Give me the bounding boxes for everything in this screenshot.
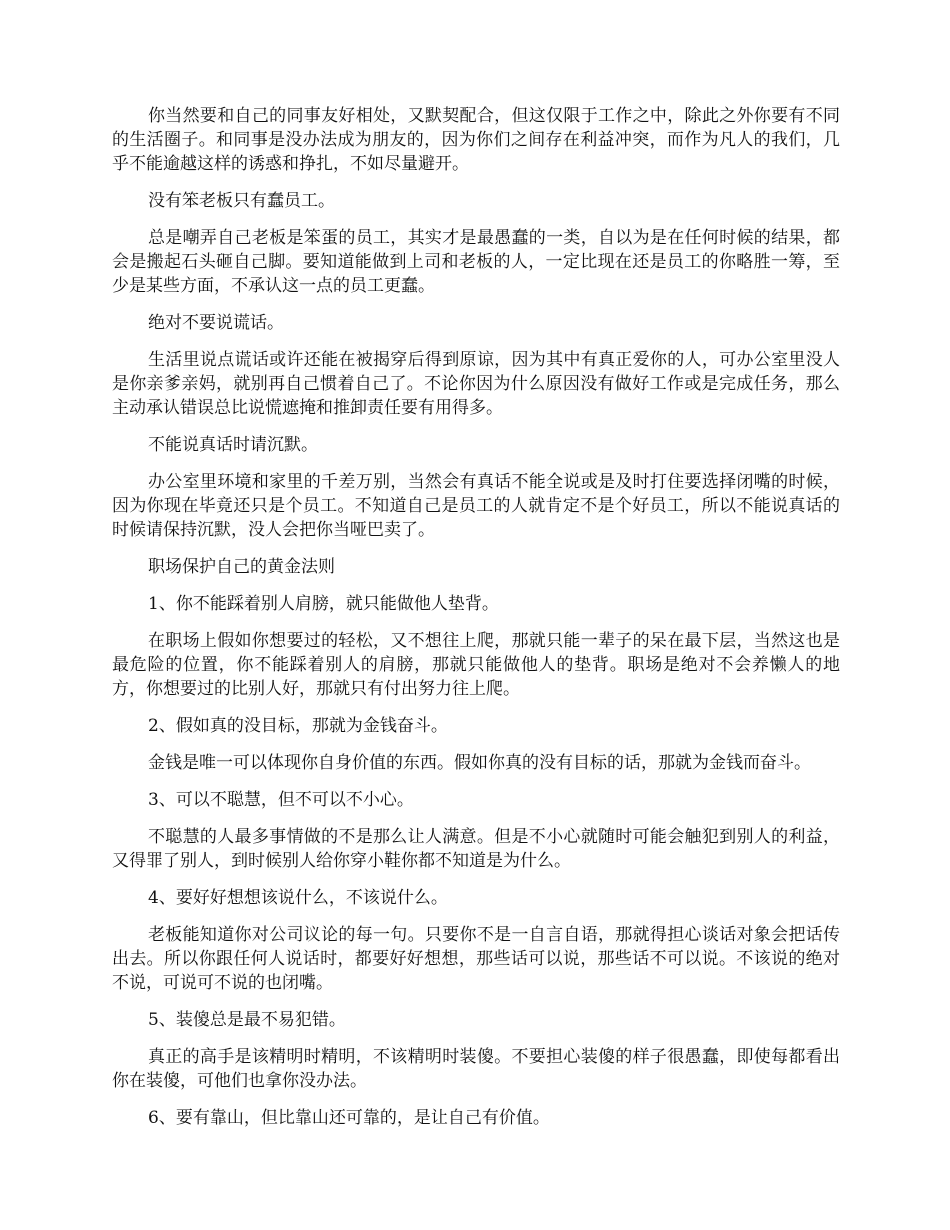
heading-no-stupid-boss: 没有笨老板只有蠢员工。 <box>148 191 335 211</box>
paragraph: 总是嘲弄自己老板是笨蛋的员工，其实才是最愚蠢的一类，自以为是在任何时候的结果，都会是搬起石头砸自己脚。要知道能做到上司和老板的人，一定比现在还是员工的你略胜一筹，至少是某些方面，不承认这一点的员工更蠢。 <box>112 228 840 296</box>
paragraph: 办公室里环境和家里的千差万别，当然会有真话不能全说或是及时打住要选择闭嘴的时候，因为你现在毕竟还只是个员工。不知道自己是员工的人就肯定不是个好员工，所以不能说真话的时候请保持沉默，没人会把你当哑巴卖了。 <box>112 472 840 540</box>
paragraph: 在职场上假如你想要过的轻松，又不想往上爬，那就只能一辈子的呆在最下层，当然这也是最危险的位置，你不能踩着别人的肩膀，那就只能做他人的垫背。职场是绝对不会养懒人的地方，你想要过的比别人好，那就只有付出努力往上爬。 <box>112 631 840 699</box>
rule-6: 6、要有靠山，但比靠山还可靠的，是让自己有价值。 <box>148 1108 550 1128</box>
section-title: 职场保护自己的黄金法则 <box>148 557 335 577</box>
paragraph: 你当然要和自己的同事友好相处，又默契配合，但这仅限于工作之中，除此之外你要有不同的生活圈子。和同事是没办法成为朋友的，因为你们之间存在利益冲突，而作为凡人的我们，几乎不能逾越这样的诱惑和挣扎，不如尽量避开。 <box>112 106 840 174</box>
heading-no-lies: 绝对不要说谎话。 <box>148 313 284 333</box>
paragraph: 金钱是唯一可以体现你自身价值的东西。假如你真的没有目标的话，那就为金钱而奋斗。 <box>148 753 811 773</box>
rule-1: 1、你不能踩着别人肩膀，就只能做他人垫背。 <box>148 594 499 614</box>
rule-2: 2、假如真的没目标，那就为金钱奋斗。 <box>148 716 448 736</box>
rule-3: 3、可以不聪慧，但不可以不小心。 <box>148 790 414 810</box>
paragraph: 老板能知道你对公司议论的每一句。只要你不是一自言自语，那就得担心谈话对象会把话传出去。所以你跟任何人说话时，都要好好想想，那些话可以说，那些话不可以说。不该说的绝对不说，可说可不说的也闭嘴。 <box>112 925 840 993</box>
paragraph: 不聪慧的人最多事情做的不是那么让人满意。但是不小心就随时可能会触犯到别人的利益，又得罪了别人，到时候别人给你穿小鞋你都不知道是为什么。 <box>112 827 840 871</box>
paragraph: 生活里说点谎话或许还能在被揭穿后得到原谅，因为其中有真正爱你的人，可办公室里没人是你亲爹亲妈，就别再自己惯着自己了。不论你因为什么原因没有做好工作或是完成任务，那么主动承认错误总比说慌遮掩和推卸责任要有用得多。 <box>112 350 840 418</box>
heading-silence: 不能说真话时请沉默。 <box>148 435 318 455</box>
rule-4: 4、要好好想想该说什么，不该说什么。 <box>148 888 448 908</box>
document-body <box>112 104 840 1143</box>
rule-5: 5、装傻总是最不易犯错。 <box>148 1010 346 1030</box>
paragraph: 真正的高手是该精明时精明，不该精明时装傻。不要担心装傻的样子很愚蠢，即使每都看出你在装傻，可他们也拿你没办法。 <box>112 1047 840 1091</box>
